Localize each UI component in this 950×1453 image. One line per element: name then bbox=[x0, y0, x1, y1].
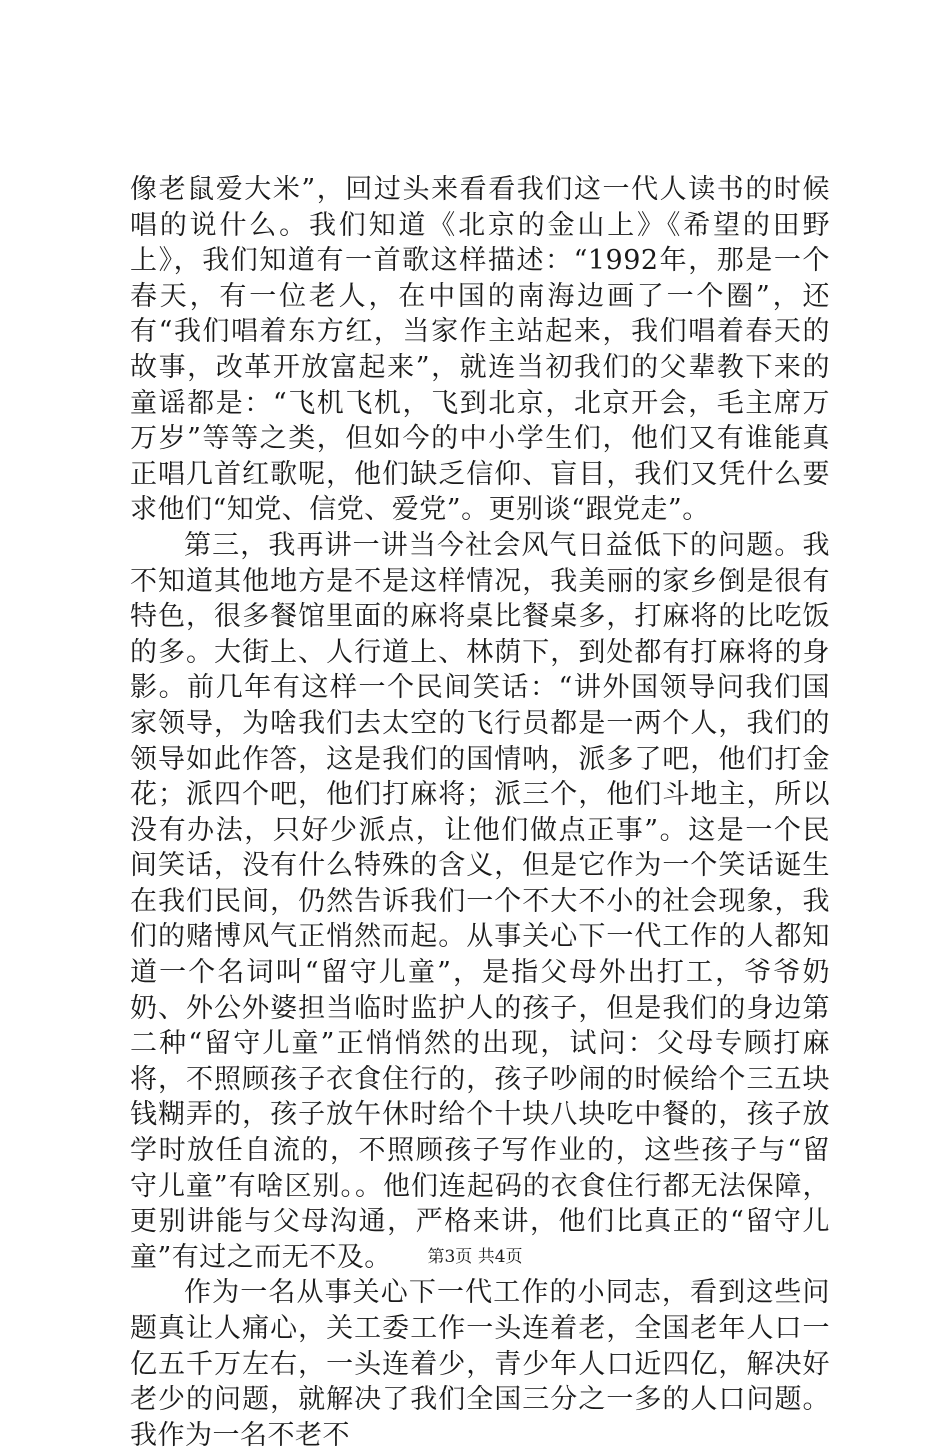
page-footer bbox=[0, 1247, 950, 1267]
page-number-label: 第3页 共4页 bbox=[427, 1247, 523, 1267]
paragraph-2: 第三，我再讲一讲当今社会风气日益低下的问题。我不知道其他地方是不是这样情况，我美丽的家乡倒是很有特色，很多餐馆里面的麻将桌比餐桌多，打麻将的比吃饭的多。大街上、人行道上、林荫下，到处都有打麻将的身影。前几年有这样一个民间笑话：“讲外国领导问我们国家领导，为啥我们去太空的飞行员都是一两个人，我们的领导如此作答，这是我们的国情呐，派多了吧，他们打金花；派四个吧，他们打麻将；派三个，他们斗地主，所以没有办法，只好少派点，让他们做点正事”。这是一个民间笑话，没有什么特殊的含义，但是它作为一个笑话诞生在我们民间，仍然告诉我们一个不大不小的社会现象，我们的赌博风气正悄然而起。从事关心下一代工作的人都知道一个名词叫“留守儿童”，是指父母外出打工，爷爷奶奶、外公外婆担当临时监护人的孩子，但是我们的身边第二种“留守儿童”正悄悄然的出现，试问：父母专顾打麻将，不照顾孩子衣食住行的，孩子吵闹的时候给个三五块钱糊弄的，孩子放午休时给个十块八块吃中餐的，孩子放学时放任自流的，不照顾孩子写作业的，这些孩子与“留守儿童”有啥区别。。他们连起码的衣食住行都无法保障，更别讲能与父母沟通，严格来讲，他们比真正的“留守儿童”有过之而无不及。 bbox=[130, 529, 830, 1273]
paragraph-1: 像老鼠爱大米”，回过头来看看我们这一代人读书的时候唱的说什么。我们知道《北京的金山上》《希望的田野上》，我们知道有一首歌这样描述：“1992年，那是一个春天，有一位老人，在中国的南海边画了一个圈”，还有“我们唱着东方红，当家作主站起来，我们唱着春天的故事，改革开放富起来”，就连当初我们的父辈教下来的童谣都是：“飞机飞机，飞到北京，北京开会，毛主席万万岁”等等之类，但如今的中小学生们，他们又有谁能真正唱几首红歌呢，他们缺乏信仰、盲目，我们又凭什么要求他们“知党、信党、爱党”。更别谈“跟党走”。 bbox=[130, 174, 830, 526]
paragraph-3: 作为一名从事关心下一代工作的小同志，看到这些问题真让人痛心，关工委工作一头连着老，全国老年人口一亿五千万左右，一头连着少，青少年人口近四亿，解决好老少的问题，就解决了我们全国三分之一多的人口问题。我作为一名不老不 bbox=[130, 1277, 830, 1451]
